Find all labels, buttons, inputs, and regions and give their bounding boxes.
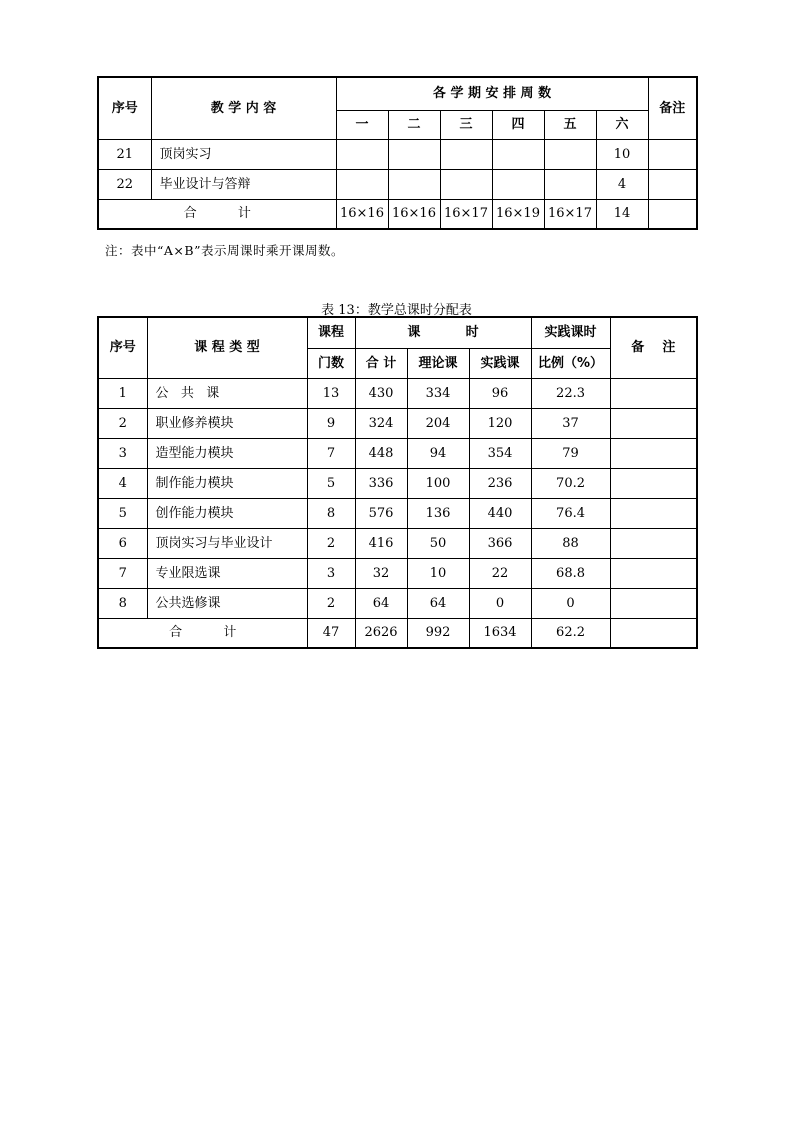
total-s6: 14 bbox=[596, 199, 648, 229]
header-semester-4: 四 bbox=[492, 110, 544, 139]
table-row bbox=[98, 378, 697, 408]
row-total: 416 bbox=[355, 528, 407, 558]
row-content: 顶岗实习 bbox=[151, 139, 336, 169]
total-s3: 16×17 bbox=[440, 199, 492, 229]
table-row bbox=[98, 558, 697, 588]
row-count: 3 bbox=[307, 558, 355, 588]
header-semester-group: 各 学 期 安 排 周 数 bbox=[336, 77, 648, 110]
header-remark: 备 注 bbox=[610, 317, 697, 378]
row-seq: 3 bbox=[98, 438, 147, 468]
row-count: 13 bbox=[307, 378, 355, 408]
row-s3 bbox=[440, 169, 492, 199]
header-content: 教 学 内 容 bbox=[151, 77, 336, 139]
row-s1 bbox=[336, 169, 388, 199]
header-count-top: 课程 bbox=[307, 317, 355, 348]
row-remark bbox=[610, 528, 697, 558]
row-count: 7 bbox=[307, 438, 355, 468]
row-type: 公 共 课 bbox=[147, 378, 307, 408]
row-theory: 204 bbox=[407, 408, 469, 438]
row-seq: 1 bbox=[98, 378, 147, 408]
row-total: 336 bbox=[355, 468, 407, 498]
row-ratio: 70.2 bbox=[531, 468, 610, 498]
row-seq: 8 bbox=[98, 588, 147, 618]
total-s1: 16×16 bbox=[336, 199, 388, 229]
row-remark bbox=[648, 139, 697, 169]
row-practice: 236 bbox=[469, 468, 531, 498]
row-theory: 100 bbox=[407, 468, 469, 498]
semester-weeks-table bbox=[97, 76, 698, 230]
total-s5: 16×17 bbox=[544, 199, 596, 229]
sum-ratio: 62.2 bbox=[531, 618, 610, 648]
row-count: 8 bbox=[307, 498, 355, 528]
row-practice: 0 bbox=[469, 588, 531, 618]
header-semester-3: 三 bbox=[440, 110, 492, 139]
total-label: 合 计 bbox=[98, 199, 336, 229]
row-content: 毕业设计与答辩 bbox=[151, 169, 336, 199]
row-total: 576 bbox=[355, 498, 407, 528]
row-ratio: 0 bbox=[531, 588, 610, 618]
row-remark bbox=[610, 408, 697, 438]
row-s1 bbox=[336, 139, 388, 169]
header-ratio-top: 实践课时 bbox=[531, 317, 610, 348]
table-row bbox=[98, 408, 697, 438]
row-ratio: 22.3 bbox=[531, 378, 610, 408]
row-s4 bbox=[492, 139, 544, 169]
row-s6: 4 bbox=[596, 169, 648, 199]
total-row bbox=[98, 199, 697, 229]
header-practice: 实践课 bbox=[469, 348, 531, 378]
row-ratio: 88 bbox=[531, 528, 610, 558]
total-s4: 16×19 bbox=[492, 199, 544, 229]
row-s5 bbox=[544, 139, 596, 169]
header-semester-1: 一 bbox=[336, 110, 388, 139]
row-s5 bbox=[544, 169, 596, 199]
row-remark bbox=[610, 438, 697, 468]
row-total: 64 bbox=[355, 588, 407, 618]
row-seq: 4 bbox=[98, 468, 147, 498]
hours-distribution-table bbox=[97, 316, 698, 649]
table-caption: 表 13：教学总课时分配表 bbox=[321, 303, 472, 318]
table-row bbox=[98, 498, 697, 528]
header-semester-6: 六 bbox=[596, 110, 648, 139]
sum-row bbox=[98, 618, 697, 648]
row-s6: 10 bbox=[596, 139, 648, 169]
row-s4 bbox=[492, 169, 544, 199]
row-ratio: 79 bbox=[531, 438, 610, 468]
row-type: 造型能力模块 bbox=[147, 438, 307, 468]
row-type: 顶岗实习与毕业设计 bbox=[147, 528, 307, 558]
row-type: 职业修养模块 bbox=[147, 408, 307, 438]
row-count: 2 bbox=[307, 588, 355, 618]
row-count: 9 bbox=[307, 408, 355, 438]
row-total: 324 bbox=[355, 408, 407, 438]
header-remark: 备注 bbox=[648, 77, 697, 139]
header-theory: 理论课 bbox=[407, 348, 469, 378]
row-remark bbox=[610, 378, 697, 408]
row-practice: 354 bbox=[469, 438, 531, 468]
header-total: 合 计 bbox=[355, 348, 407, 378]
row-theory: 50 bbox=[407, 528, 469, 558]
row-practice: 366 bbox=[469, 528, 531, 558]
row-type: 公共选修课 bbox=[147, 588, 307, 618]
sum-count: 47 bbox=[307, 618, 355, 648]
row-ratio: 76.4 bbox=[531, 498, 610, 528]
row-seq: 6 bbox=[98, 528, 147, 558]
header-type: 课 程 类 型 bbox=[147, 317, 307, 378]
row-remark bbox=[610, 468, 697, 498]
row-total: 32 bbox=[355, 558, 407, 588]
sum-theory: 992 bbox=[407, 618, 469, 648]
row-remark bbox=[648, 169, 697, 199]
row-practice: 440 bbox=[469, 498, 531, 528]
row-remark bbox=[610, 588, 697, 618]
table-row bbox=[98, 139, 697, 169]
table-row bbox=[98, 528, 697, 558]
row-type: 创作能力模块 bbox=[147, 498, 307, 528]
table-note: 注：表中“A×B”表示周课时乘开课周数。 bbox=[105, 243, 344, 258]
row-seq: 22 bbox=[98, 169, 151, 199]
row-remark bbox=[610, 498, 697, 528]
row-total: 430 bbox=[355, 378, 407, 408]
row-type: 专业限选课 bbox=[147, 558, 307, 588]
row-s3 bbox=[440, 139, 492, 169]
row-seq: 7 bbox=[98, 558, 147, 588]
row-ratio: 37 bbox=[531, 408, 610, 438]
sum-total: 2626 bbox=[355, 618, 407, 648]
header-semester-2: 二 bbox=[388, 110, 440, 139]
row-seq: 21 bbox=[98, 139, 151, 169]
row-theory: 64 bbox=[407, 588, 469, 618]
row-practice: 120 bbox=[469, 408, 531, 438]
row-total: 448 bbox=[355, 438, 407, 468]
row-theory: 10 bbox=[407, 558, 469, 588]
row-s2 bbox=[388, 139, 440, 169]
table-row bbox=[98, 588, 697, 618]
table-row bbox=[98, 438, 697, 468]
total-s2: 16×16 bbox=[388, 199, 440, 229]
row-practice: 96 bbox=[469, 378, 531, 408]
row-seq: 2 bbox=[98, 408, 147, 438]
row-count: 5 bbox=[307, 468, 355, 498]
row-theory: 334 bbox=[407, 378, 469, 408]
header-seq: 序号 bbox=[98, 317, 147, 378]
row-theory: 136 bbox=[407, 498, 469, 528]
sum-practice: 1634 bbox=[469, 618, 531, 648]
total-remark bbox=[648, 199, 697, 229]
row-practice: 22 bbox=[469, 558, 531, 588]
row-type: 制作能力模块 bbox=[147, 468, 307, 498]
header-count-bottom: 门数 bbox=[307, 348, 355, 378]
sum-label: 合 计 bbox=[98, 618, 307, 648]
header-seq: 序号 bbox=[98, 77, 151, 139]
row-s2 bbox=[388, 169, 440, 199]
row-seq: 5 bbox=[98, 498, 147, 528]
header-semester-5: 五 bbox=[544, 110, 596, 139]
row-theory: 94 bbox=[407, 438, 469, 468]
table-row bbox=[98, 169, 697, 199]
table-row bbox=[98, 468, 697, 498]
row-remark bbox=[610, 558, 697, 588]
header-ratio-bottom: 比例（%） bbox=[531, 348, 610, 378]
row-ratio: 68.8 bbox=[531, 558, 610, 588]
header-hours-group: 课 时 bbox=[355, 317, 531, 348]
sum-remark bbox=[610, 618, 697, 648]
row-count: 2 bbox=[307, 528, 355, 558]
